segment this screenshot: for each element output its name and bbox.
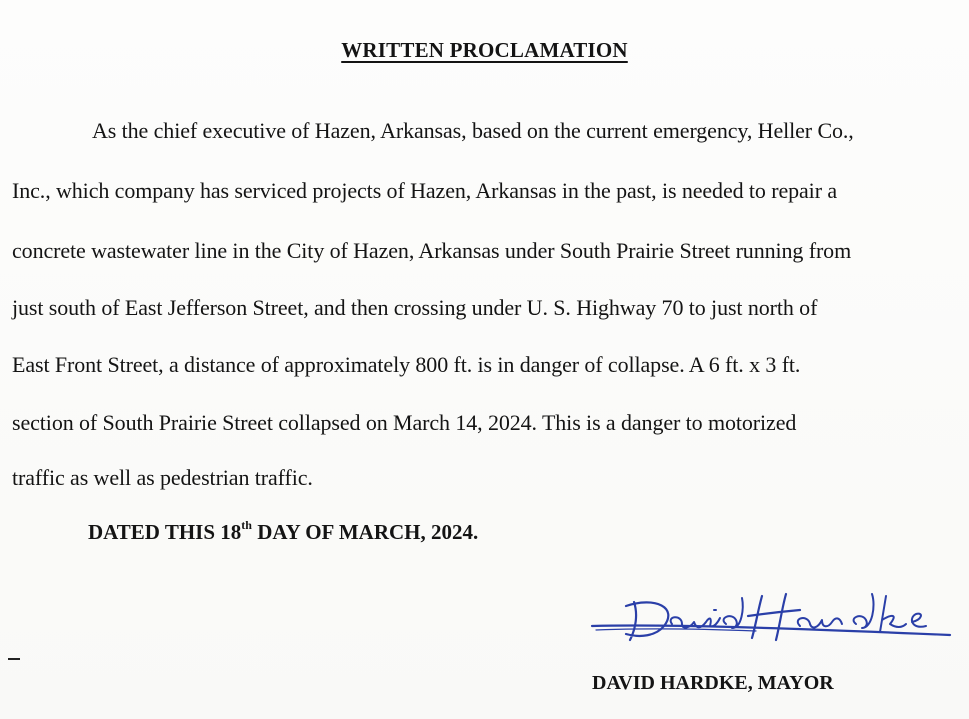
body-line-1: As the chief executive of Hazen, Arkansas, based on the current emergency, Heller Co.,	[92, 118, 854, 143]
dated-suffix: DAY OF MARCH, 2024.	[251, 520, 479, 544]
signatory-name: DAVID HARDKE, MAYOR	[592, 672, 834, 694]
body-line-3: concrete wastewater line in the City of Hazen, Arkansas under South Prairie Street running from	[12, 238, 852, 263]
document-title	[0, 38, 969, 63]
dated-line	[88, 520, 478, 545]
body-line-2: Inc., which company has serviced projects of Hazen, Arkansas in the past, is needed to repair a	[12, 178, 837, 203]
body-line-7: traffic as well as pedestrian traffic.	[12, 465, 313, 490]
body-line-4: just south of East Jefferson Street, and then crossing under U. S. Highway 70 to just north of	[12, 295, 818, 320]
body-line-5: East Front Street, a distance of approximately 800 ft. is in danger of collapse. A 6 ft. x 3 ft.	[12, 352, 801, 377]
mayor-signature	[586, 588, 956, 658]
dated-prefix: DATED THIS 18	[88, 520, 242, 544]
body-line-6: section of South Prairie Street collapsed on March 14, 2024. This is a danger to motorized	[12, 410, 797, 435]
dated-ordinal: th	[241, 518, 252, 532]
title-text: WRITTEN PROCLAMATION	[341, 38, 628, 62]
margin-mark	[8, 658, 20, 660]
